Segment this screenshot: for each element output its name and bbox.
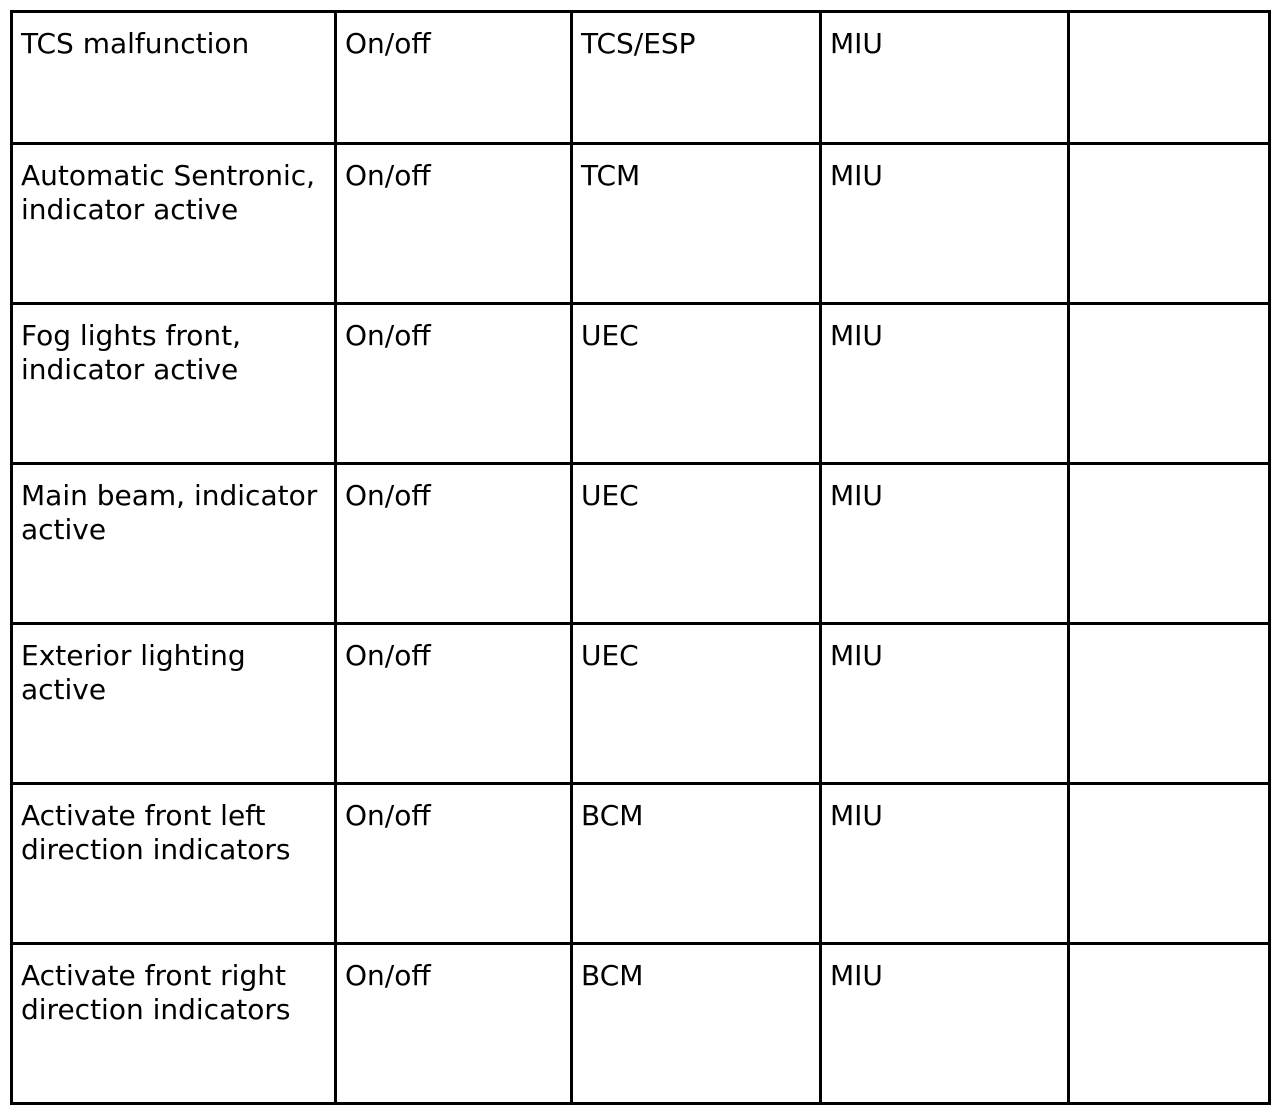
target-cell: MIU xyxy=(821,944,1069,1104)
note-cell xyxy=(1069,944,1270,1104)
table-row xyxy=(12,12,1270,144)
note-cell xyxy=(1069,464,1270,624)
value-cell: On/off xyxy=(336,944,572,1104)
table-row xyxy=(12,944,1270,1104)
signal-name-cell: Activate front left direction indicators xyxy=(12,784,336,944)
target-cell: MIU xyxy=(821,464,1069,624)
target-cell: MIU xyxy=(821,784,1069,944)
signal-name-cell: Automatic Sentronic, indicator active xyxy=(12,144,336,304)
table-row xyxy=(12,144,1270,304)
source-cell: UEC xyxy=(572,624,821,784)
note-cell xyxy=(1069,144,1270,304)
value-cell: On/off xyxy=(336,464,572,624)
value-cell: On/off xyxy=(336,624,572,784)
source-cell: TCM xyxy=(572,144,821,304)
value-cell: On/off xyxy=(336,12,572,144)
note-cell xyxy=(1069,624,1270,784)
note-cell xyxy=(1069,784,1270,944)
target-cell: MIU xyxy=(821,624,1069,784)
table-row xyxy=(12,624,1270,784)
note-cell xyxy=(1069,12,1270,144)
signal-name-cell: Main beam, indicator active xyxy=(12,464,336,624)
value-cell: On/off xyxy=(336,304,572,464)
source-cell: UEC xyxy=(572,304,821,464)
target-cell: MIU xyxy=(821,144,1069,304)
table-row xyxy=(12,464,1270,624)
table-row xyxy=(12,784,1270,944)
value-cell: On/off xyxy=(336,784,572,944)
signal-name-cell: Fog lights front, indicator active xyxy=(12,304,336,464)
target-cell: MIU xyxy=(821,12,1069,144)
target-cell: MIU xyxy=(821,304,1069,464)
source-cell: BCM xyxy=(572,784,821,944)
signal-name-cell: Exterior lighting active xyxy=(12,624,336,784)
signal-table-container xyxy=(10,10,1271,1105)
signal-table xyxy=(10,10,1271,1105)
source-cell: UEC xyxy=(572,464,821,624)
table-row xyxy=(12,304,1270,464)
note-cell xyxy=(1069,304,1270,464)
signal-name-cell: Activate front right direction indicators xyxy=(12,944,336,1104)
source-cell: BCM xyxy=(572,944,821,1104)
source-cell: TCS/ESP xyxy=(572,12,821,144)
signal-name-cell: TCS malfunction xyxy=(12,12,336,144)
value-cell: On/off xyxy=(336,144,572,304)
